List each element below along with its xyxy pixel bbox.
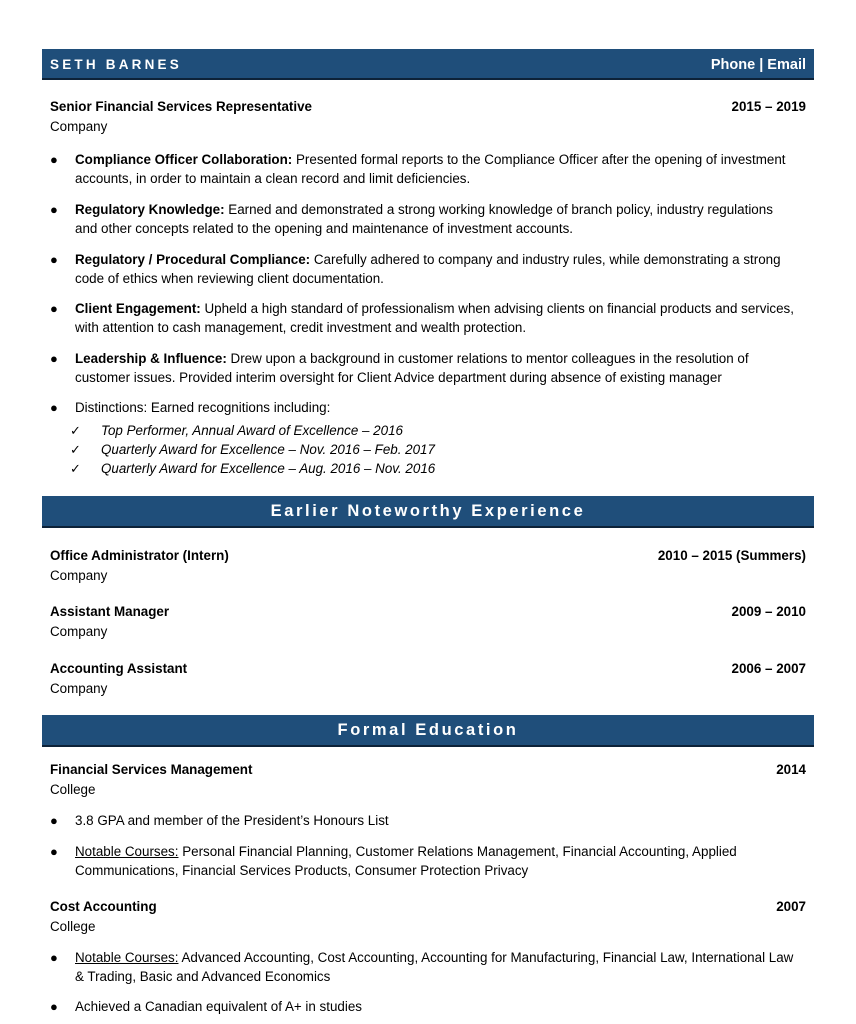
job-dates: 2009 – 2010 xyxy=(731,604,806,619)
checkmark-icon: ✓ xyxy=(70,461,81,476)
job-title: Assistant Manager xyxy=(50,604,170,619)
bullet-item: ● Regulatory Knowledge: Earned and demonstrated a strong working knowledge of branch policy, industry regulations and other concepts related to the opening and maintenance of investment accounts. xyxy=(50,202,773,236)
job-company: Company xyxy=(50,119,108,134)
bullet-dot: ● xyxy=(50,152,58,167)
bullet-item: ● Regulatory / Procedural Compliance: Carefully adhered to company and industry rules, while demonstrating a strong code of ethics when reviewing client documentation. xyxy=(50,252,781,286)
checkmark-icon: ✓ xyxy=(70,423,81,438)
contact-info: Phone | Email xyxy=(710,57,806,73)
section-header-earlier xyxy=(42,496,814,528)
section-title: Earlier Noteworthy Experience xyxy=(270,502,586,520)
bullet-item: ● Distinctions: Earned recognitions including: xyxy=(75,399,795,418)
job-title: Accounting Assistant xyxy=(50,661,188,676)
program-school: College xyxy=(50,919,96,934)
program-school: College xyxy=(50,782,96,797)
bullet-item: ● Compliance Officer Collaboration: Presented formal reports to the Compliance Officer after the opening of investment accounts, in order to maintain a clean record and limit deficiencies. xyxy=(50,152,786,186)
job-title: Senior Financial Services Representative xyxy=(50,99,312,114)
distinction-item: ✓ Top Performer, Annual Award of Excellence – 2016 xyxy=(70,423,403,438)
bullet-item: ● Leadership & Influence: Drew upon a background in customer relations to mentor colleagues in the resolution of customer issues. Provided interim oversight for Client Advice department during absence of existing manager xyxy=(50,351,749,385)
bullet-dot: ● xyxy=(50,252,58,267)
bullet-dot: ● xyxy=(50,301,58,316)
bullet-item: ● 3.8 GPA and member of the President’s Honours List xyxy=(75,812,795,831)
bullet-item: ● Notable Courses: Personal Financial Planning, Customer Relations Management, Financial Accounting, Applied Communications, Financial Services Products, Consumer Protection Privacy xyxy=(50,844,737,878)
job-company: Company xyxy=(50,568,108,583)
distinction-item: ✓ Quarterly Award for Excellence – Aug. 2016 – Nov. 2016 xyxy=(70,461,436,476)
bullet-dot: ● xyxy=(50,844,58,859)
bullet-item: ● Notable Courses: Advanced Accounting, Cost Accounting, Accounting for Manufacturing, Financial Law, International Law & Trading, Basic and Advanced Economics xyxy=(50,950,794,984)
bullet-dot: ● xyxy=(50,400,58,415)
bullet-dot: ● xyxy=(50,999,58,1014)
section-header-education xyxy=(42,715,814,747)
bullet-item: ● Achieved a Canadian equivalent of A+ in studies xyxy=(75,998,795,1017)
bullet-dot: ● xyxy=(50,813,58,828)
distinction-item: ✓ Quarterly Award for Excellence – Nov. 2016 – Feb. 2017 xyxy=(70,442,435,457)
section-title: Formal Education xyxy=(337,721,519,739)
job-title: Office Administrator (Intern) xyxy=(50,548,229,563)
program-title: Financial Services Management xyxy=(50,762,253,777)
bullet-item: ● Client Engagement: Upheld a high standard of professionalism when advising clients on financial products and services, with attention to cash management, credit investment and wealth protection. xyxy=(50,301,794,335)
checkmark-icon: ✓ xyxy=(70,442,81,457)
job-dates: 2006 – 2007 xyxy=(731,661,806,676)
job-dates: 2010 – 2015 (Summers) xyxy=(657,548,806,563)
program-title: Cost Accounting xyxy=(50,899,157,914)
bullet-dot: ● xyxy=(50,202,58,217)
candidate-name: SETH BARNES xyxy=(50,57,182,72)
bullet-dot: ● xyxy=(50,950,58,965)
job-dates: 2015 – 2019 xyxy=(731,99,806,114)
bullet-dot: ● xyxy=(50,351,58,366)
program-year: 2014 xyxy=(776,762,806,777)
job-company: Company xyxy=(50,681,108,696)
header-bar xyxy=(42,49,814,80)
program-year: 2007 xyxy=(776,899,806,914)
job-company: Company xyxy=(50,624,108,639)
